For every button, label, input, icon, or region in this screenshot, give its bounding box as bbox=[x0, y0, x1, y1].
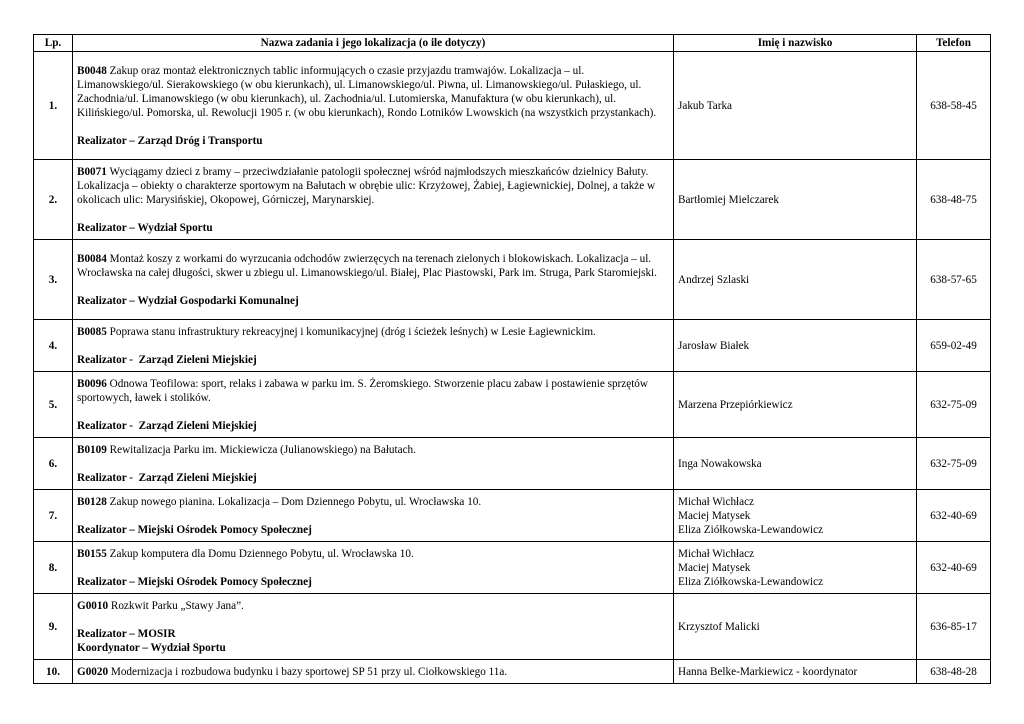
task-code: B0071 bbox=[77, 165, 107, 178]
row-number: 8. bbox=[34, 542, 73, 594]
realizator-label: Realizator – Wydział Gospodarki Komunalnej bbox=[77, 294, 299, 307]
header-lp: Lp. bbox=[34, 35, 73, 52]
task-text: Odnowa Teofilowa: sport, relaks i zabawa w parku im. S. Żeromskiego. Stworzenie placu zabaw i postawienie sprzętów sportowych, ławek i stolików. bbox=[77, 377, 648, 404]
contact-person: Jakub Tarka bbox=[678, 99, 732, 112]
table-row bbox=[34, 320, 991, 372]
task-cell bbox=[73, 438, 674, 490]
task-text: Zakup oraz montaż elektronicznych tablic informujących o czasie przyjazdu tramwajów. Lokalizacja – ul. Limanowskiego/ul. Sierakowskiego (w obu kierunkach), ul. Limanowskiego/ul. Piwna, ul. Limanowskiego/ul. Pułaskiego, ul. Zachodnia/ul. Limanowskiego (w obu kierunkach), ul. Zachodnia/ul. Lutomierska, Manufaktura (w obu kierunkach), ul. Kilińskiego/ul. Pomorska, ul. Rewolucji 1905 r. (w obu kierunkach), Rondo Lotników Lwowskich (na wszystkich przystankach). bbox=[77, 64, 657, 119]
task-description bbox=[77, 495, 669, 509]
header-name: Imię i nazwisko bbox=[674, 35, 917, 52]
projects-table bbox=[33, 34, 991, 684]
task-description bbox=[77, 377, 669, 405]
contact-person: Hanna Belke-Markiewicz - koordynator bbox=[678, 665, 858, 678]
contact-person: Inga Nowakowska bbox=[678, 457, 762, 470]
table-row bbox=[34, 660, 991, 684]
contact-person: Krzysztof Malicki bbox=[678, 620, 760, 633]
contact-person: Jarosław Białek bbox=[678, 339, 750, 352]
contact-names bbox=[674, 52, 917, 160]
coordinator-label: Koordynator – Wydział Sportu bbox=[77, 641, 226, 654]
table-header-row bbox=[34, 35, 991, 52]
task-text: Rewitalizacja Parku im. Mickiewicza (Julianowskiego) na Bałutach. bbox=[106, 443, 416, 456]
spacer bbox=[77, 561, 669, 575]
realizator-label: Realizator – MOSIR bbox=[77, 627, 176, 640]
contact-names bbox=[674, 438, 917, 490]
contact-person: Michał Wichłacz bbox=[678, 495, 755, 508]
task-cell bbox=[73, 240, 674, 320]
contact-names bbox=[674, 240, 917, 320]
contact-names bbox=[674, 660, 917, 684]
table-row bbox=[34, 594, 991, 660]
row-number: 1. bbox=[34, 52, 73, 160]
phone-number: 638-48-75 bbox=[917, 160, 991, 240]
header-task: Nazwa zadania i jego lokalizacja (o ile dotyczy) bbox=[73, 35, 674, 52]
row-number: 6. bbox=[34, 438, 73, 490]
header-phone: Telefon bbox=[917, 35, 991, 52]
row-number: 9. bbox=[34, 594, 73, 660]
task-description bbox=[77, 325, 669, 339]
task-code: G0010 bbox=[77, 599, 109, 612]
spacer bbox=[77, 509, 669, 523]
row-number: 5. bbox=[34, 372, 73, 438]
task-text: Montaż koszy z workami do wyrzucania odchodów zwierzęcych na terenach zielonych i blokowiskach. Lokalizacja – ul. Wrocławska na całej długości, skwer u zbiegu ul. Limanowskiego/ul. Białej, Plac Piastowski, Park im. Struga, Park Staromiejski. bbox=[77, 252, 657, 279]
task-text: Zakup komputera dla Domu Dziennego Pobytu, ul. Wrocławska 10. bbox=[106, 547, 414, 560]
task-description bbox=[77, 599, 669, 613]
contact-names bbox=[674, 320, 917, 372]
row-number: 4. bbox=[34, 320, 73, 372]
realizator-label: Realizator - Zarząd Zieleni Miejskiej bbox=[77, 353, 257, 366]
spacer bbox=[77, 613, 669, 627]
contact-person: Michał Wichłacz bbox=[678, 547, 755, 560]
contact-names bbox=[674, 160, 917, 240]
phone-number: 632-40-69 bbox=[917, 490, 991, 542]
spacer bbox=[77, 120, 669, 134]
contact-person: Andrzej Szlaski bbox=[678, 273, 750, 286]
realizator-label: Realizator - Zarząd Zieleni Miejskiej bbox=[77, 419, 257, 432]
task-cell bbox=[73, 160, 674, 240]
spacer bbox=[77, 280, 669, 294]
table-row bbox=[34, 438, 991, 490]
task-cell bbox=[73, 52, 674, 160]
contact-person: Marzena Przepiórkiewicz bbox=[678, 398, 793, 411]
phone-number: 638-57-65 bbox=[917, 240, 991, 320]
contact-person: Maciej Matysek bbox=[678, 509, 751, 522]
realizator-label: Realizator - Zarząd Zieleni Miejskiej bbox=[77, 471, 257, 484]
contact-names bbox=[674, 594, 917, 660]
spacer bbox=[77, 339, 669, 353]
task-text: Poprawa stanu infrastruktury rekreacyjnej i komunikacyjnej (dróg i ścieżek leśnych) w Lesie Łagiewnickim. bbox=[106, 325, 596, 338]
task-text: Modernizacja i rozbudowa budynku i bazy sportowej SP 51 przy ul. Ciołkowskiego 11a. bbox=[108, 665, 508, 678]
phone-number: 636-85-17 bbox=[917, 594, 991, 660]
contact-names bbox=[674, 490, 917, 542]
task-code: B0085 bbox=[77, 325, 107, 338]
task-description bbox=[77, 252, 669, 280]
row-number: 10. bbox=[34, 660, 73, 684]
contact-names bbox=[674, 542, 917, 594]
task-code: B0048 bbox=[77, 64, 107, 77]
task-code: B0084 bbox=[77, 252, 107, 265]
spacer bbox=[77, 457, 669, 471]
task-code: B0096 bbox=[77, 377, 107, 390]
task-code: B0109 bbox=[77, 443, 107, 456]
task-cell bbox=[73, 372, 674, 438]
task-description bbox=[77, 64, 669, 120]
contact-names bbox=[674, 372, 917, 438]
task-cell bbox=[73, 594, 674, 660]
task-cell bbox=[73, 660, 674, 684]
task-cell bbox=[73, 542, 674, 594]
phone-number: 638-58-45 bbox=[917, 52, 991, 160]
task-cell bbox=[73, 490, 674, 542]
phone-number: 659-02-49 bbox=[917, 320, 991, 372]
task-text: Wyciągamy dzieci z bramy – przeciwdziałanie patologii społecznej wśród najmłodszych mieszkańców dzielnicy Bałuty. Lokalizacja – obiekty o charakterze sportowym na Bałutach w obrębie ulic: Krzyżowej, Żabiej, Łagiewnickiej, Dolnej, a także w okolicach ulic: Marysińskiej, Okopowej, Górniczej, Marynarskiej. bbox=[77, 165, 656, 206]
contact-person: Eliza Ziółkowska-Lewandowicz bbox=[678, 523, 824, 536]
task-code: B0155 bbox=[77, 547, 107, 560]
task-description bbox=[77, 165, 669, 207]
table-row bbox=[34, 160, 991, 240]
row-number: 7. bbox=[34, 490, 73, 542]
table-row bbox=[34, 372, 991, 438]
realizator-label: Realizator – Wydział Sportu bbox=[77, 221, 213, 234]
row-number: 2. bbox=[34, 160, 73, 240]
task-text: Zakup nowego pianina. Lokalizacja – Dom Dziennego Pobytu, ul. Wrocławska 10. bbox=[106, 495, 482, 508]
table-row bbox=[34, 240, 991, 320]
table-row bbox=[34, 490, 991, 542]
task-description bbox=[77, 443, 669, 457]
spacer bbox=[77, 405, 669, 419]
table-row bbox=[34, 52, 991, 160]
task-text: Rozkwit Parku „Stawy Jana”. bbox=[108, 599, 244, 612]
contact-person: Eliza Ziółkowska-Lewandowicz bbox=[678, 575, 824, 588]
contact-person: Bartłomiej Mielczarek bbox=[678, 193, 779, 206]
table-body bbox=[34, 52, 991, 684]
phone-number: 632-75-09 bbox=[917, 372, 991, 438]
phone-number: 638-48-28 bbox=[917, 660, 991, 684]
realizator-label: Realizator – Miejski Ośrodek Pomocy Społecznej bbox=[77, 523, 312, 536]
task-cell bbox=[73, 320, 674, 372]
task-code: G0020 bbox=[77, 665, 109, 678]
row-number: 3. bbox=[34, 240, 73, 320]
realizator-label: Realizator – Miejski Ośrodek Pomocy Społecznej bbox=[77, 575, 312, 588]
phone-number: 632-40-69 bbox=[917, 542, 991, 594]
task-description bbox=[77, 547, 669, 561]
contact-person: Maciej Matysek bbox=[678, 561, 751, 574]
table-row bbox=[34, 542, 991, 594]
realizator-label: Realizator – Zarząd Dróg i Transportu bbox=[77, 134, 263, 147]
task-code: B0128 bbox=[77, 495, 107, 508]
phone-number: 632-75-09 bbox=[917, 438, 991, 490]
spacer bbox=[77, 207, 669, 221]
task-description bbox=[77, 665, 669, 679]
